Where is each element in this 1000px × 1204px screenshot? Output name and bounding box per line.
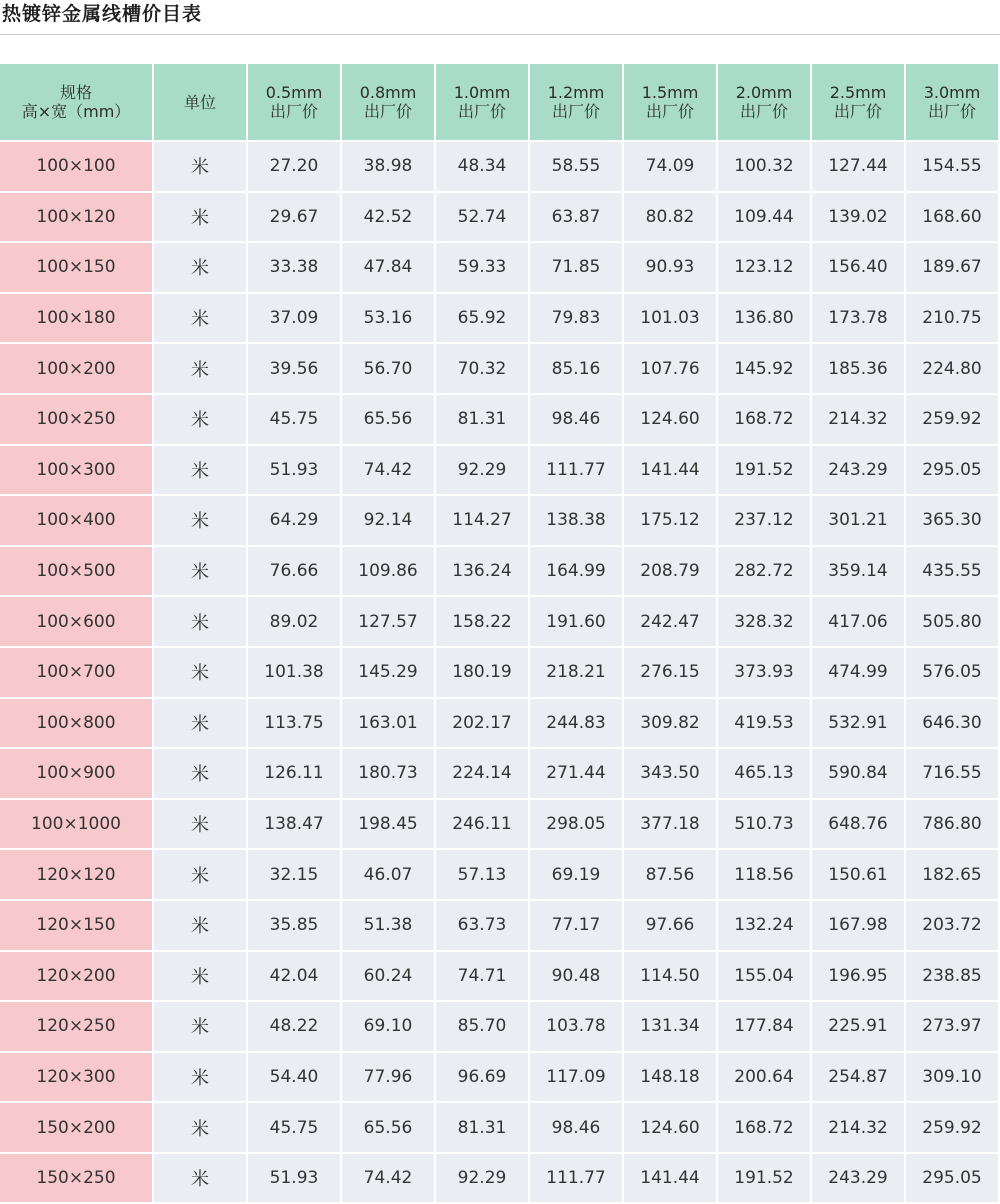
price-cell: 58.55 <box>530 142 622 191</box>
price-cell: 191.52 <box>718 446 810 495</box>
price-cell: 180.73 <box>342 749 434 798</box>
price-cell: 111.77 <box>530 1154 622 1203</box>
price-cell: 45.75 <box>248 1103 340 1152</box>
price-cell: 301.21 <box>812 496 904 545</box>
price-cell: 271.44 <box>530 749 622 798</box>
table-row <box>0 344 998 393</box>
header-thickness-label: 出厂价 <box>833 102 882 121</box>
header-spec-line2: 高×宽（mm） <box>21 102 131 121</box>
price-cell: 298.05 <box>530 800 622 849</box>
price-cell: 716.55 <box>906 749 998 798</box>
price-cell: 243.29 <box>812 1154 904 1203</box>
price-cell: 203.72 <box>906 901 998 950</box>
price-cell: 59.33 <box>436 243 528 292</box>
price-cell: 224.14 <box>436 749 528 798</box>
spec-cell: 120×150 <box>0 901 152 950</box>
price-cell: 109.86 <box>342 547 434 596</box>
spec-cell: 100×600 <box>0 597 152 646</box>
price-cell: 295.05 <box>906 1154 998 1203</box>
table-row <box>0 800 998 849</box>
unit-cell: 米 <box>154 1154 246 1203</box>
price-cell: 92.29 <box>436 1154 528 1203</box>
price-cell: 276.15 <box>624 648 716 697</box>
price-cell: 177.84 <box>718 1002 810 1051</box>
price-cell: 47.84 <box>342 243 434 292</box>
price-cell: 139.02 <box>812 193 904 242</box>
price-cell: 259.92 <box>906 1103 998 1152</box>
price-cell: 96.69 <box>436 1053 528 1102</box>
price-cell: 646.30 <box>906 699 998 748</box>
price-cell: 114.27 <box>436 496 528 545</box>
spec-cell: 120×200 <box>0 952 152 1001</box>
table-row <box>0 547 998 596</box>
price-cell: 81.31 <box>436 395 528 444</box>
spec-cell: 100×900 <box>0 749 152 798</box>
price-cell: 510.73 <box>718 800 810 849</box>
spec-cell: 100×1000 <box>0 800 152 849</box>
price-cell: 101.38 <box>248 648 340 697</box>
header-thickness-size: 1.2mm <box>547 83 605 102</box>
spec-cell: 100×400 <box>0 496 152 545</box>
price-cell: 532.91 <box>812 699 904 748</box>
price-cell: 33.38 <box>248 243 340 292</box>
price-cell: 309.82 <box>624 699 716 748</box>
price-cell: 63.73 <box>436 901 528 950</box>
spec-cell: 120×250 <box>0 1002 152 1051</box>
table-row <box>0 1103 998 1152</box>
price-cell: 786.80 <box>906 800 998 849</box>
header-thickness-label: 出厂价 <box>269 102 318 121</box>
table-row <box>0 952 998 1001</box>
price-cell: 79.83 <box>530 294 622 343</box>
price-cell: 76.66 <box>248 547 340 596</box>
price-cell: 45.75 <box>248 395 340 444</box>
price-cell: 173.78 <box>812 294 904 343</box>
header-thickness-label: 出厂价 <box>457 102 506 121</box>
price-cell: 208.79 <box>624 547 716 596</box>
price-cell: 48.22 <box>248 1002 340 1051</box>
price-cell: 259.92 <box>906 395 998 444</box>
table-row <box>0 294 998 343</box>
header-spec-line1: 规格 <box>59 83 92 102</box>
price-cell: 37.09 <box>248 294 340 343</box>
price-cell: 359.14 <box>812 547 904 596</box>
header-thickness-1-5 <box>624 64 716 140</box>
price-cell: 224.80 <box>906 344 998 393</box>
table-row <box>0 446 998 495</box>
table-row <box>0 597 998 646</box>
price-cell: 168.72 <box>718 1103 810 1152</box>
price-cell: 164.99 <box>530 547 622 596</box>
header-thickness-3-0 <box>906 64 998 140</box>
unit-cell: 米 <box>154 1103 246 1152</box>
header-thickness-1-2 <box>530 64 622 140</box>
price-cell: 109.44 <box>718 193 810 242</box>
price-cell: 74.09 <box>624 142 716 191</box>
price-cell: 218.21 <box>530 648 622 697</box>
table-row <box>0 1154 998 1203</box>
table-row <box>0 648 998 697</box>
price-cell: 309.10 <box>906 1053 998 1102</box>
table-row <box>0 901 998 950</box>
price-cell: 156.40 <box>812 243 904 292</box>
price-cell: 69.19 <box>530 850 622 899</box>
price-cell: 246.11 <box>436 800 528 849</box>
unit-cell: 米 <box>154 901 246 950</box>
price-cell: 87.56 <box>624 850 716 899</box>
price-cell: 191.60 <box>530 597 622 646</box>
header-thickness-size: 0.8mm <box>359 83 417 102</box>
price-cell: 254.87 <box>812 1053 904 1102</box>
table-row <box>0 699 998 748</box>
header-thickness-2-0 <box>718 64 810 140</box>
unit-cell: 米 <box>154 749 246 798</box>
header-thickness-size: 2.0mm <box>735 83 793 102</box>
price-cell: 202.17 <box>436 699 528 748</box>
header-thickness-label: 出厂价 <box>927 102 976 121</box>
header-thickness-size: 1.5mm <box>641 83 699 102</box>
price-cell: 435.55 <box>906 547 998 596</box>
price-cell: 35.85 <box>248 901 340 950</box>
spec-cell: 100×300 <box>0 446 152 495</box>
price-cell: 27.20 <box>248 142 340 191</box>
unit-cell: 米 <box>154 294 246 343</box>
price-cell: 56.70 <box>342 344 434 393</box>
price-cell: 180.19 <box>436 648 528 697</box>
price-cell: 191.52 <box>718 1154 810 1203</box>
price-cell: 60.24 <box>342 952 434 1001</box>
unit-cell: 米 <box>154 243 246 292</box>
price-cell: 57.13 <box>436 850 528 899</box>
price-cell: 163.01 <box>342 699 434 748</box>
table-row <box>0 243 998 292</box>
price-cell: 282.72 <box>718 547 810 596</box>
spec-cell: 150×250 <box>0 1154 152 1203</box>
price-cell: 103.78 <box>530 1002 622 1051</box>
price-cell: 132.24 <box>718 901 810 950</box>
price-cell: 124.60 <box>624 1103 716 1152</box>
price-cell: 465.13 <box>718 749 810 798</box>
price-cell: 328.32 <box>718 597 810 646</box>
unit-cell: 米 <box>154 699 246 748</box>
header-thickness-label: 出厂价 <box>363 102 412 121</box>
price-cell: 145.29 <box>342 648 434 697</box>
spec-cell: 100×200 <box>0 344 152 393</box>
price-cell: 200.64 <box>718 1053 810 1102</box>
price-cell: 648.76 <box>812 800 904 849</box>
table-row <box>0 749 998 798</box>
price-cell: 51.93 <box>248 446 340 495</box>
price-table <box>0 62 1000 1204</box>
spec-cell: 100×150 <box>0 243 152 292</box>
spec-cell: 150×200 <box>0 1103 152 1152</box>
price-cell: 51.38 <box>342 901 434 950</box>
price-cell: 189.67 <box>906 243 998 292</box>
table-row <box>0 395 998 444</box>
unit-cell: 米 <box>154 142 246 191</box>
price-cell: 127.57 <box>342 597 434 646</box>
price-cell: 74.71 <box>436 952 528 1001</box>
price-cell: 71.85 <box>530 243 622 292</box>
price-cell: 65.92 <box>436 294 528 343</box>
price-cell: 39.56 <box>248 344 340 393</box>
price-cell: 225.91 <box>812 1002 904 1051</box>
price-cell: 373.93 <box>718 648 810 697</box>
page-title: 热镀锌金属线槽价目表 <box>2 3 203 25</box>
price-cell: 417.06 <box>812 597 904 646</box>
price-cell: 377.18 <box>624 800 716 849</box>
price-cell: 98.46 <box>530 1103 622 1152</box>
price-cell: 185.36 <box>812 344 904 393</box>
unit-cell: 米 <box>154 446 246 495</box>
price-cell: 131.34 <box>624 1002 716 1051</box>
price-cell: 77.96 <box>342 1053 434 1102</box>
spec-cell: 100×800 <box>0 699 152 748</box>
unit-cell: 米 <box>154 193 246 242</box>
price-cell: 365.30 <box>906 496 998 545</box>
price-cell: 175.12 <box>624 496 716 545</box>
price-cell: 210.75 <box>906 294 998 343</box>
price-cell: 576.05 <box>906 648 998 697</box>
price-cell: 52.74 <box>436 193 528 242</box>
price-cell: 118.56 <box>718 850 810 899</box>
price-cell: 505.80 <box>906 597 998 646</box>
price-cell: 70.32 <box>436 344 528 393</box>
table-row <box>0 142 998 191</box>
price-cell: 168.72 <box>718 395 810 444</box>
table-row <box>0 193 998 242</box>
table-row <box>0 496 998 545</box>
header-thickness-1-0 <box>436 64 528 140</box>
price-cell: 63.87 <box>530 193 622 242</box>
price-cell: 474.99 <box>812 648 904 697</box>
header-thickness-0-5 <box>248 64 340 140</box>
price-cell: 214.32 <box>812 395 904 444</box>
price-cell: 101.03 <box>624 294 716 343</box>
spec-cell: 100×250 <box>0 395 152 444</box>
unit-cell: 米 <box>154 800 246 849</box>
price-cell: 85.70 <box>436 1002 528 1051</box>
price-cell: 90.93 <box>624 243 716 292</box>
spec-cell: 100×100 <box>0 142 152 191</box>
price-cell: 244.83 <box>530 699 622 748</box>
header-thickness-label: 出厂价 <box>551 102 600 121</box>
price-cell: 127.44 <box>812 142 904 191</box>
price-cell: 48.34 <box>436 142 528 191</box>
price-cell: 238.85 <box>906 952 998 1001</box>
price-cell: 273.97 <box>906 1002 998 1051</box>
price-cell: 167.98 <box>812 901 904 950</box>
header-thickness-label: 出厂价 <box>739 102 788 121</box>
price-cell: 141.44 <box>624 446 716 495</box>
price-cell: 114.50 <box>624 952 716 1001</box>
price-cell: 295.05 <box>906 446 998 495</box>
unit-cell: 米 <box>154 1053 246 1102</box>
price-cell: 107.76 <box>624 344 716 393</box>
header-thickness-2-5 <box>812 64 904 140</box>
price-cell: 168.60 <box>906 193 998 242</box>
header-unit: 单位 <box>154 64 246 140</box>
price-cell: 53.16 <box>342 294 434 343</box>
price-cell: 100.32 <box>718 142 810 191</box>
spec-cell: 100×120 <box>0 193 152 242</box>
price-cell: 158.22 <box>436 597 528 646</box>
price-cell: 123.12 <box>718 243 810 292</box>
price-cell: 343.50 <box>624 749 716 798</box>
price-cell: 136.80 <box>718 294 810 343</box>
price-cell: 97.66 <box>624 901 716 950</box>
table-header <box>0 64 998 140</box>
price-cell: 54.40 <box>248 1053 340 1102</box>
price-cell: 126.11 <box>248 749 340 798</box>
header-spec <box>0 64 152 140</box>
price-cell: 214.32 <box>812 1103 904 1152</box>
price-cell: 242.47 <box>624 597 716 646</box>
header-thickness-size: 2.5mm <box>829 83 887 102</box>
title-bar <box>0 0 1000 35</box>
price-cell: 141.44 <box>624 1154 716 1203</box>
table-body <box>0 142 998 1202</box>
price-cell: 138.47 <box>248 800 340 849</box>
price-cell: 243.29 <box>812 446 904 495</box>
price-cell: 148.18 <box>624 1053 716 1102</box>
price-cell: 77.17 <box>530 901 622 950</box>
spec-cell: 100×500 <box>0 547 152 596</box>
price-cell: 155.04 <box>718 952 810 1001</box>
header-row <box>0 64 998 140</box>
unit-cell: 米 <box>154 496 246 545</box>
price-cell: 42.04 <box>248 952 340 1001</box>
price-cell: 29.67 <box>248 193 340 242</box>
header-thickness-size: 1.0mm <box>453 83 511 102</box>
price-cell: 85.16 <box>530 344 622 393</box>
price-cell: 89.02 <box>248 597 340 646</box>
price-cell: 80.82 <box>624 193 716 242</box>
price-cell: 113.75 <box>248 699 340 748</box>
price-cell: 46.07 <box>342 850 434 899</box>
unit-cell: 米 <box>154 597 246 646</box>
price-cell: 98.46 <box>530 395 622 444</box>
price-cell: 74.42 <box>342 446 434 495</box>
price-cell: 92.14 <box>342 496 434 545</box>
price-cell: 117.09 <box>530 1053 622 1102</box>
spec-cell: 100×700 <box>0 648 152 697</box>
price-cell: 182.65 <box>906 850 998 899</box>
unit-cell: 米 <box>154 952 246 1001</box>
price-cell: 65.56 <box>342 395 434 444</box>
price-cell: 90.48 <box>530 952 622 1001</box>
unit-cell: 米 <box>154 547 246 596</box>
price-cell: 154.55 <box>906 142 998 191</box>
price-cell: 237.12 <box>718 496 810 545</box>
spec-cell: 100×180 <box>0 294 152 343</box>
header-thickness-label: 出厂价 <box>645 102 694 121</box>
price-cell: 38.98 <box>342 142 434 191</box>
price-cell: 111.77 <box>530 446 622 495</box>
price-cell: 32.15 <box>248 850 340 899</box>
price-cell: 138.38 <box>530 496 622 545</box>
price-cell: 145.92 <box>718 344 810 393</box>
unit-cell: 米 <box>154 344 246 393</box>
price-cell: 65.56 <box>342 1103 434 1152</box>
price-cell: 74.42 <box>342 1154 434 1203</box>
unit-cell: 米 <box>154 648 246 697</box>
spec-cell: 120×120 <box>0 850 152 899</box>
header-thickness-0-8 <box>342 64 434 140</box>
price-cell: 136.24 <box>436 547 528 596</box>
header-thickness-size: 3.0mm <box>923 83 981 102</box>
unit-cell: 米 <box>154 1002 246 1051</box>
header-thickness-size: 0.5mm <box>265 83 323 102</box>
unit-cell: 米 <box>154 850 246 899</box>
price-cell: 124.60 <box>624 395 716 444</box>
price-cell: 92.29 <box>436 446 528 495</box>
price-cell: 150.61 <box>812 850 904 899</box>
price-cell: 64.29 <box>248 496 340 545</box>
price-cell: 69.10 <box>342 1002 434 1051</box>
price-cell: 196.95 <box>812 952 904 1001</box>
price-cell: 590.84 <box>812 749 904 798</box>
price-cell: 81.31 <box>436 1103 528 1152</box>
price-cell: 419.53 <box>718 699 810 748</box>
table-row <box>0 1002 998 1051</box>
table-row <box>0 850 998 899</box>
table-row <box>0 1053 998 1102</box>
price-cell: 42.52 <box>342 193 434 242</box>
unit-cell: 米 <box>154 395 246 444</box>
price-cell: 198.45 <box>342 800 434 849</box>
price-cell: 51.93 <box>248 1154 340 1203</box>
spec-cell: 120×300 <box>0 1053 152 1102</box>
